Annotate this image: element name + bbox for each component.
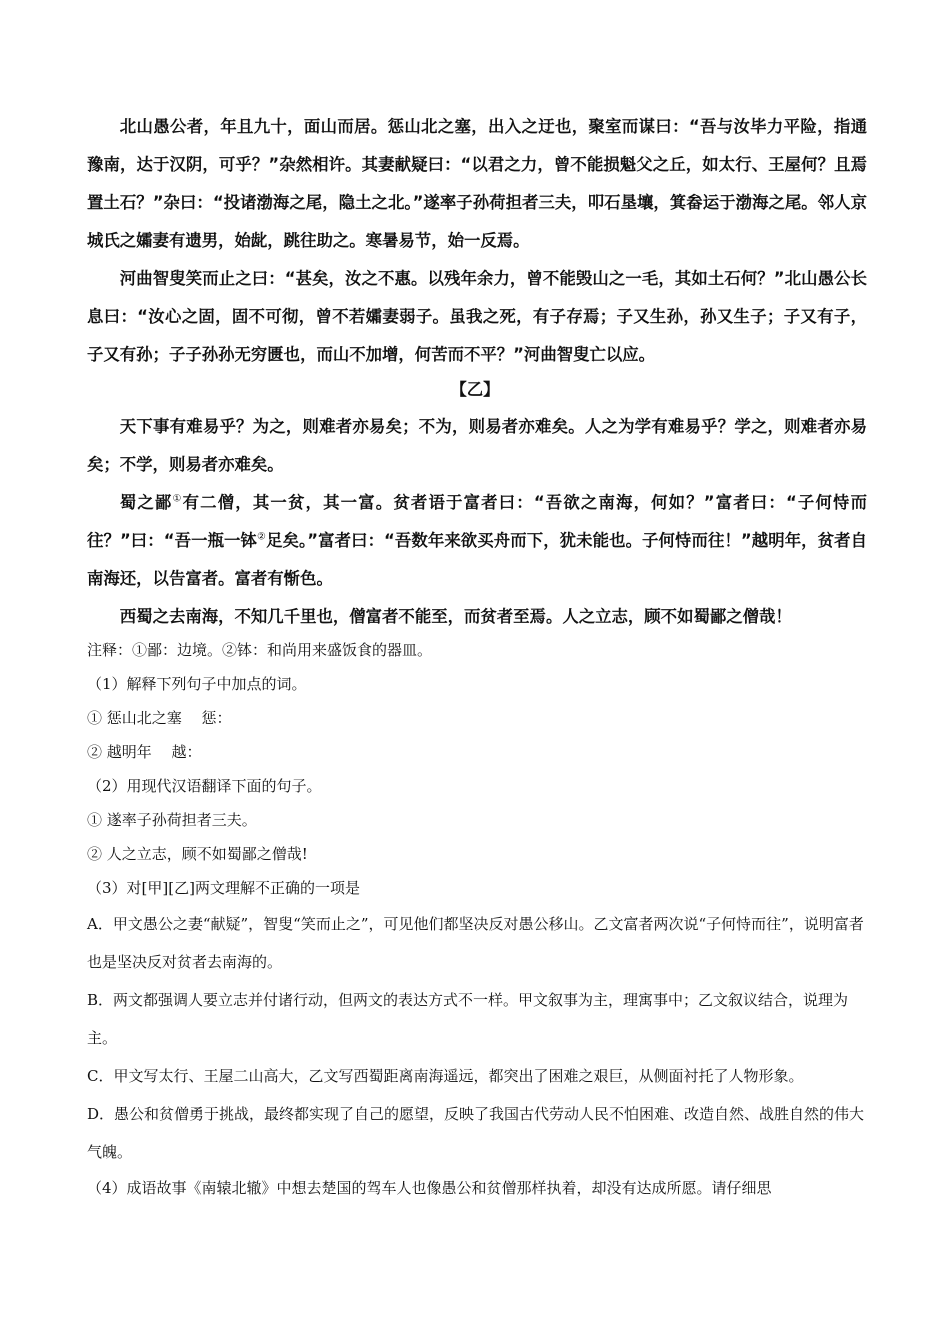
passage-yi-text-b: 有二僧，其一贫，其一富。贫者语于富者曰：“吾欲之南海，何如？”富者曰：“子何恃而往？”曰：“吾一瓶一钵 bbox=[87, 493, 867, 550]
question-3-option-a: A．甲文愚公之妻“献疑”，智叟“笑而止之”，可见他们都坚决反对愚公移山。乙文富者两次说“子何恃而往”，说明富者也是坚决反对贫者去南海的。 bbox=[87, 915, 864, 971]
question-3-option-b: B．两文都强调人要立志并付诸行动，但两文的表达方式不一样。甲文叙事为主，理寓事中；乙文叙议结合，说理为主。 bbox=[87, 991, 849, 1047]
passage-jia-paragraph-2: 河曲智叟笑而止之曰：“甚矣，汝之不惠。以残年余力，曾不能毁山之一毛，其如土石何？”北山愚公长息曰：“汝心之固，固不可彻，曾不若孀妻弱子。虽我之死，有子存焉；子又生孙，孙又生子；子又有子，子又有孙；子子孙孙无穷匮也，而山不加增，何苦而不平？”河曲智叟亡以应。 bbox=[87, 269, 867, 364]
question-2-item-a: ① 遂率子孙荷担者三夫。 bbox=[87, 811, 257, 829]
passage-yi-heading: 【乙】 bbox=[450, 380, 500, 399]
question-1-item-b: ② 越明年 越： bbox=[87, 743, 202, 761]
passage-yi-paragraph-2 bbox=[87, 484, 867, 598]
footnote-marker-1: ① bbox=[172, 493, 183, 505]
passage-jia-paragraph-1: 北山愚公者，年且九十，面山而居。惩山北之塞，出入之迂也，聚室而谋曰：“吾与汝毕力平险，指通豫南，达于汉阴，可乎？”杂然相许。其妻献疑曰：“以君之力，曾不能损魁父之丘，如太行、王屋何？且焉置土石？”杂曰：“投诸渤海之尾，隐土之北。”遂率子孙荷担者三夫，叩石垦壤，箕畚运于渤海之尾。邻人京城氏之孀妻有遗男，始龀，跳往助之。寒暑易节，始一反焉。 bbox=[87, 117, 867, 250]
footnote-marker-2: ② bbox=[257, 531, 267, 543]
question-4: （4）成语故事《南辕北辙》中想去楚国的驾车人也像愚公和贫僧那样执着，却没有达成所愿。请仔细思 bbox=[87, 1179, 772, 1197]
question-3: （3）对[甲][乙]两文理解不正确的一项是 bbox=[87, 879, 360, 897]
question-3-option-c: C．甲文写太行、王屋二山高大，乙文写西蜀距离南海遥远，都突出了困难之艰巨，从侧面衬托了人物形象。 bbox=[87, 1067, 804, 1085]
footnotes: 注释：①鄙：边境。②钵：和尚用来盛饭食的器皿。 bbox=[87, 641, 433, 659]
passage-yi-text-a: 蜀之鄙 bbox=[119, 493, 173, 512]
passage-yi-paragraph-3: 西蜀之去南海，不知几千里也，僧富者不能至，而贫者至焉。人之立志，顾不如蜀鄙之僧哉！ bbox=[119, 607, 792, 626]
question-1-item-a: ① 惩山北之塞 惩： bbox=[87, 709, 232, 727]
question-2: （2）用现代汉语翻译下面的句子。 bbox=[87, 777, 322, 795]
question-3-option-d: D．愚公和贫僧勇于挑战，最终都实现了自己的愿望，反映了我国古代劳动人民不怕困难、改造自然、战胜自然的伟大气魄。 bbox=[87, 1105, 865, 1161]
question-1: （1）解释下列句子中加点的词。 bbox=[87, 675, 307, 693]
passage-yi bbox=[87, 408, 867, 636]
exercise-section bbox=[87, 633, 867, 1205]
passage-yi-text-c: 足矣。”富者曰：“吾数年来欲买舟而下，犹未能也。子何恃而往！”越明年，贫者自南海还，以告富者。富者有惭色。 bbox=[87, 531, 867, 588]
passage-yi-paragraph-1: 天下事有难易乎？为之，则难者亦易矣；不为，则易者亦难矣。人之为学有难易乎？学之，则难者亦易矣；不学，则易者亦难矣。 bbox=[87, 417, 867, 474]
question-2-item-b: ② 人之立志，顾不如蜀鄙之僧哉! bbox=[87, 845, 308, 863]
passage-jia bbox=[87, 108, 867, 374]
